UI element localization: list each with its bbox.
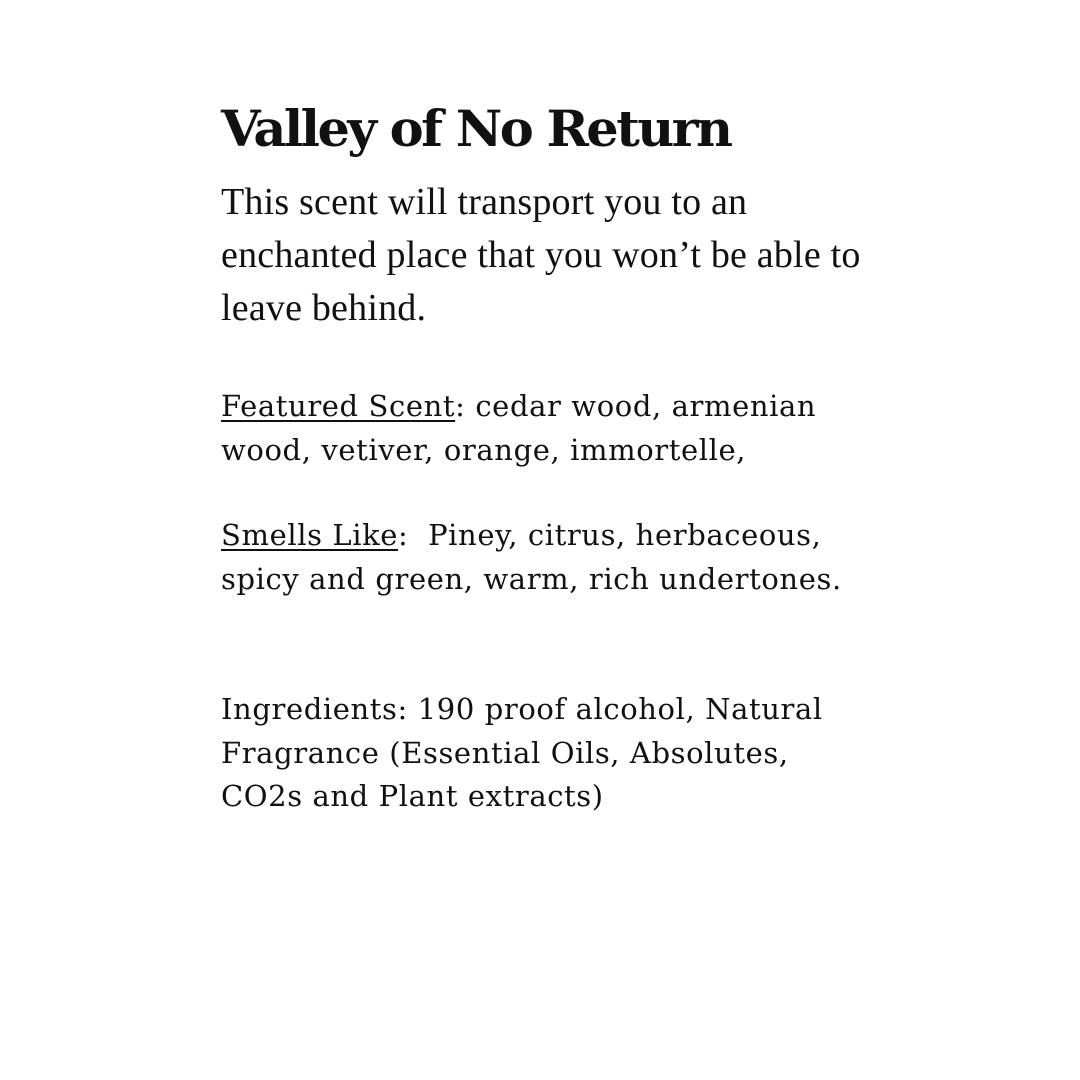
featured-scent-label: Featured Scent (221, 389, 456, 423)
smells-like-separator: : (398, 518, 429, 552)
product-description-card (221, 96, 861, 819)
featured-scent-separator: : (455, 389, 476, 423)
smells-like-text: Piney, citrus, herbaceous, spicy and green, warm, rich undertones. (221, 518, 842, 596)
product-title: Valley of No Return (221, 99, 731, 158)
smells-like-section (221, 514, 861, 601)
product-description: This scent will transport you to an enchanted place that you won’t be able to leave behind. (221, 181, 861, 329)
ingredients-section: Ingredients: 190 proof alcohol, Natural Fragrance (Essential Oils, Absolutes, CO2s and Plant extracts) (221, 692, 823, 813)
smells-like-label: Smells Like (221, 518, 399, 552)
featured-scent-text: cedar wood, armenian wood, vetiver, orange, immortelle, (221, 389, 817, 467)
featured-scent-section (221, 385, 861, 472)
